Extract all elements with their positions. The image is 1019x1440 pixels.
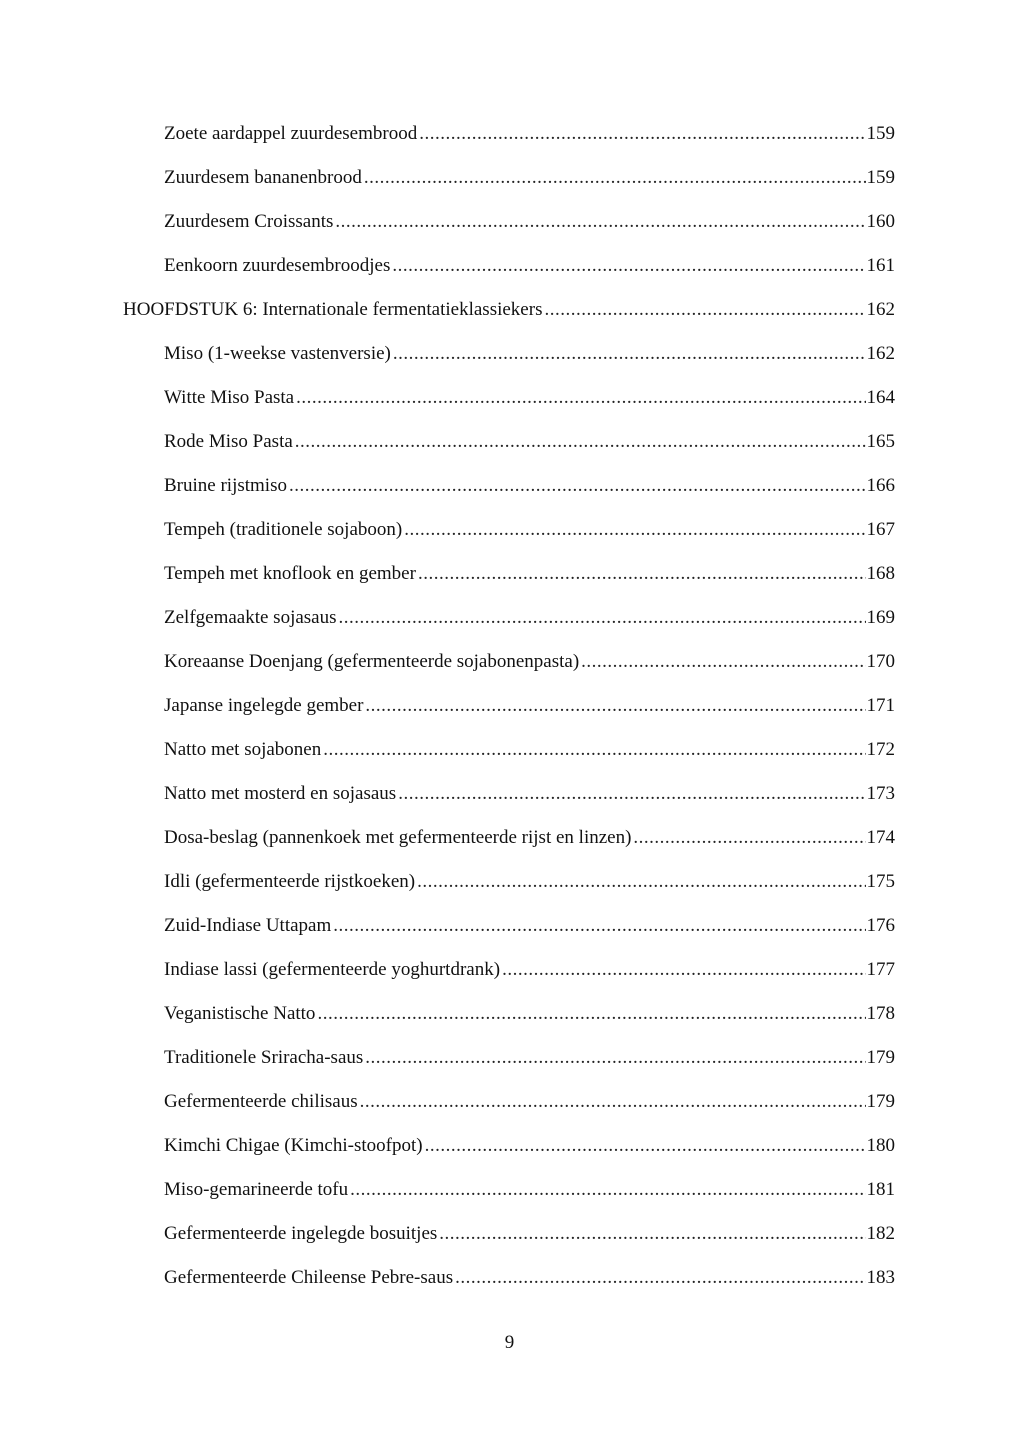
toc-dot-leader — [544, 295, 865, 325]
toc-entry-title: Indiase lassi (gefermenteerde yoghurtdrank) — [164, 959, 501, 980]
toc-entry-page: 171 — [866, 695, 895, 716]
toc-entry-page: 179 — [866, 1091, 895, 1112]
toc-entry[interactable] — [164, 999, 895, 1029]
page-number: 9 — [504, 1332, 515, 1353]
toc-entry[interactable] — [164, 691, 895, 721]
toc-entry-page: 183 — [866, 1267, 895, 1288]
toc-entry-title: Zuurdesem Croissants — [164, 211, 334, 232]
toc-entry-page: 174 — [866, 827, 895, 848]
toc-entry-title: Gefermenteerde ingelegde bosuitjes — [164, 1223, 438, 1244]
toc-dot-leader — [417, 867, 865, 897]
toc-dot-leader — [502, 955, 865, 985]
toc-entry-title: Natto met sojabonen — [164, 739, 322, 760]
toc-entry[interactable] — [164, 1219, 895, 1249]
toc-entry[interactable] — [164, 955, 895, 985]
toc-entry-page: 182 — [866, 1223, 895, 1244]
toc-entry-title: Rode Miso Pasta — [164, 431, 293, 452]
toc-entry-page: 162 — [866, 299, 895, 320]
toc-entry[interactable] — [164, 867, 895, 897]
toc-entry-page: 180 — [866, 1135, 895, 1156]
toc-dot-leader — [439, 1219, 865, 1249]
toc-dot-leader — [393, 339, 866, 369]
toc-dot-leader — [339, 603, 866, 633]
toc-entry-title: Eenkoorn zuurdesembroodjes — [164, 255, 391, 276]
toc-entry[interactable] — [164, 1043, 895, 1073]
toc-entry[interactable] — [164, 603, 895, 633]
toc-entry[interactable] — [164, 163, 895, 193]
toc-entry-title: Koreaanse Doenjang (gefermenteerde sojabonenpasta) — [164, 651, 580, 672]
toc-entry-page: 175 — [866, 871, 895, 892]
toc-entry-title: Miso (1-weekse vastenversie) — [164, 343, 391, 364]
toc-entry-title: Natto met mosterd en sojasaus — [164, 783, 397, 804]
toc-entry-title: Tempeh met knoflook en gember — [164, 563, 416, 584]
toc-entry[interactable] — [164, 911, 895, 941]
toc-entry-page: 165 — [866, 431, 895, 452]
toc-dot-leader — [398, 779, 865, 809]
toc-entry[interactable] — [164, 515, 895, 545]
toc-entry-page: 160 — [866, 211, 895, 232]
toc-dot-leader — [404, 515, 865, 545]
toc-entry-page: 178 — [866, 1003, 895, 1024]
toc-entry-page: 181 — [866, 1179, 895, 1200]
toc-dot-leader — [333, 911, 865, 941]
toc-entry-page: 167 — [866, 519, 895, 540]
toc-entry-page: 161 — [866, 255, 895, 276]
toc-entry[interactable] — [164, 427, 895, 457]
toc-entry-title: Dosa-beslag (pannenkoek met gefermenteerde rijst en linzen) — [164, 827, 632, 848]
toc-dot-leader — [633, 823, 865, 853]
toc-entry-page: 166 — [866, 475, 895, 496]
toc-entry-title: Gefermenteerde chilisaus — [164, 1091, 358, 1112]
toc-entry-page: 159 — [866, 123, 895, 144]
toc-dot-leader — [365, 691, 865, 721]
toc-entry-title: Gefermenteerde Chileense Pebre-saus — [164, 1267, 454, 1288]
toc-entry[interactable] — [164, 383, 895, 413]
toc-dot-leader — [289, 471, 866, 501]
toc-entry-page: 170 — [866, 651, 895, 672]
toc-entry-title: Bruine rijstmiso — [164, 475, 287, 496]
toc-entry-page: 159 — [866, 167, 895, 188]
toc-dot-leader — [296, 383, 865, 413]
toc-entry-title: Veganistische Natto — [164, 1003, 316, 1024]
toc-dot-leader — [365, 1043, 865, 1073]
toc-entry-page: 177 — [866, 959, 895, 980]
toc-entry[interactable] — [164, 1175, 895, 1205]
toc-entry-title: Witte Miso Pasta — [164, 387, 295, 408]
toc-dot-leader — [360, 1087, 866, 1117]
toc-entry-title: Zuid-Indiase Uttapam — [164, 915, 332, 936]
toc-entry[interactable] — [164, 207, 895, 237]
toc-entry-page: 169 — [866, 607, 895, 628]
toc-entry[interactable] — [164, 339, 895, 369]
toc-dot-leader — [317, 999, 865, 1029]
toc-dot-leader — [350, 1175, 865, 1205]
toc-dot-leader — [295, 427, 866, 457]
toc-dot-leader — [418, 559, 866, 589]
toc-dot-leader — [455, 1263, 865, 1293]
toc-entry[interactable] — [164, 119, 895, 149]
toc-entry[interactable] — [164, 251, 895, 281]
toc-entry[interactable] — [164, 779, 895, 809]
toc-entry-title: Kimchi Chigae (Kimchi-stoofpot) — [164, 1135, 423, 1156]
toc-entry-title: HOOFDSTUK 6: Internationale fermentatieklassiekers — [123, 299, 543, 320]
toc-entry[interactable] — [164, 559, 895, 589]
toc-dot-leader — [419, 119, 865, 149]
toc-entry-title: Traditionele Sriracha-saus — [164, 1047, 364, 1068]
toc-entry-page: 179 — [866, 1047, 895, 1068]
toc-entry[interactable] — [164, 1263, 895, 1293]
toc-entry-page: 168 — [866, 563, 895, 584]
toc-entry-title: Zelfgemaakte sojasaus — [164, 607, 337, 628]
toc-entry[interactable] — [164, 735, 895, 765]
toc-entry-page: 173 — [866, 783, 895, 804]
toc-dot-leader — [335, 207, 865, 237]
toc-entry-title: Idli (gefermenteerde rijstkoeken) — [164, 871, 416, 892]
toc-dot-leader — [425, 1131, 866, 1161]
toc-entry-title: Miso-gemarineerde tofu — [164, 1179, 349, 1200]
toc-entry-title: Tempeh (traditionele sojaboon) — [164, 519, 403, 540]
toc-dot-leader — [364, 163, 866, 193]
toc-entry-title: Zoete aardappel zuurdesembrood — [164, 123, 418, 144]
toc-entry-page: 172 — [866, 739, 895, 760]
toc-chapter-entry[interactable] — [123, 295, 895, 325]
toc-entry[interactable] — [164, 647, 895, 677]
toc-entry-title: Japanse ingelegde gember — [164, 695, 364, 716]
toc-entry-page: 164 — [866, 387, 895, 408]
toc-entry[interactable] — [164, 823, 895, 853]
toc-dot-leader — [581, 647, 865, 677]
toc-entry-title: Zuurdesem bananenbrood — [164, 167, 362, 188]
toc-entry-page: 162 — [866, 343, 895, 364]
toc-entry[interactable] — [164, 1087, 895, 1117]
toc-entry[interactable] — [164, 471, 895, 501]
toc-dot-leader — [323, 735, 865, 765]
toc-entry[interactable] — [164, 1131, 895, 1161]
toc-entry-page: 176 — [866, 915, 895, 936]
toc-dot-leader — [392, 251, 865, 281]
